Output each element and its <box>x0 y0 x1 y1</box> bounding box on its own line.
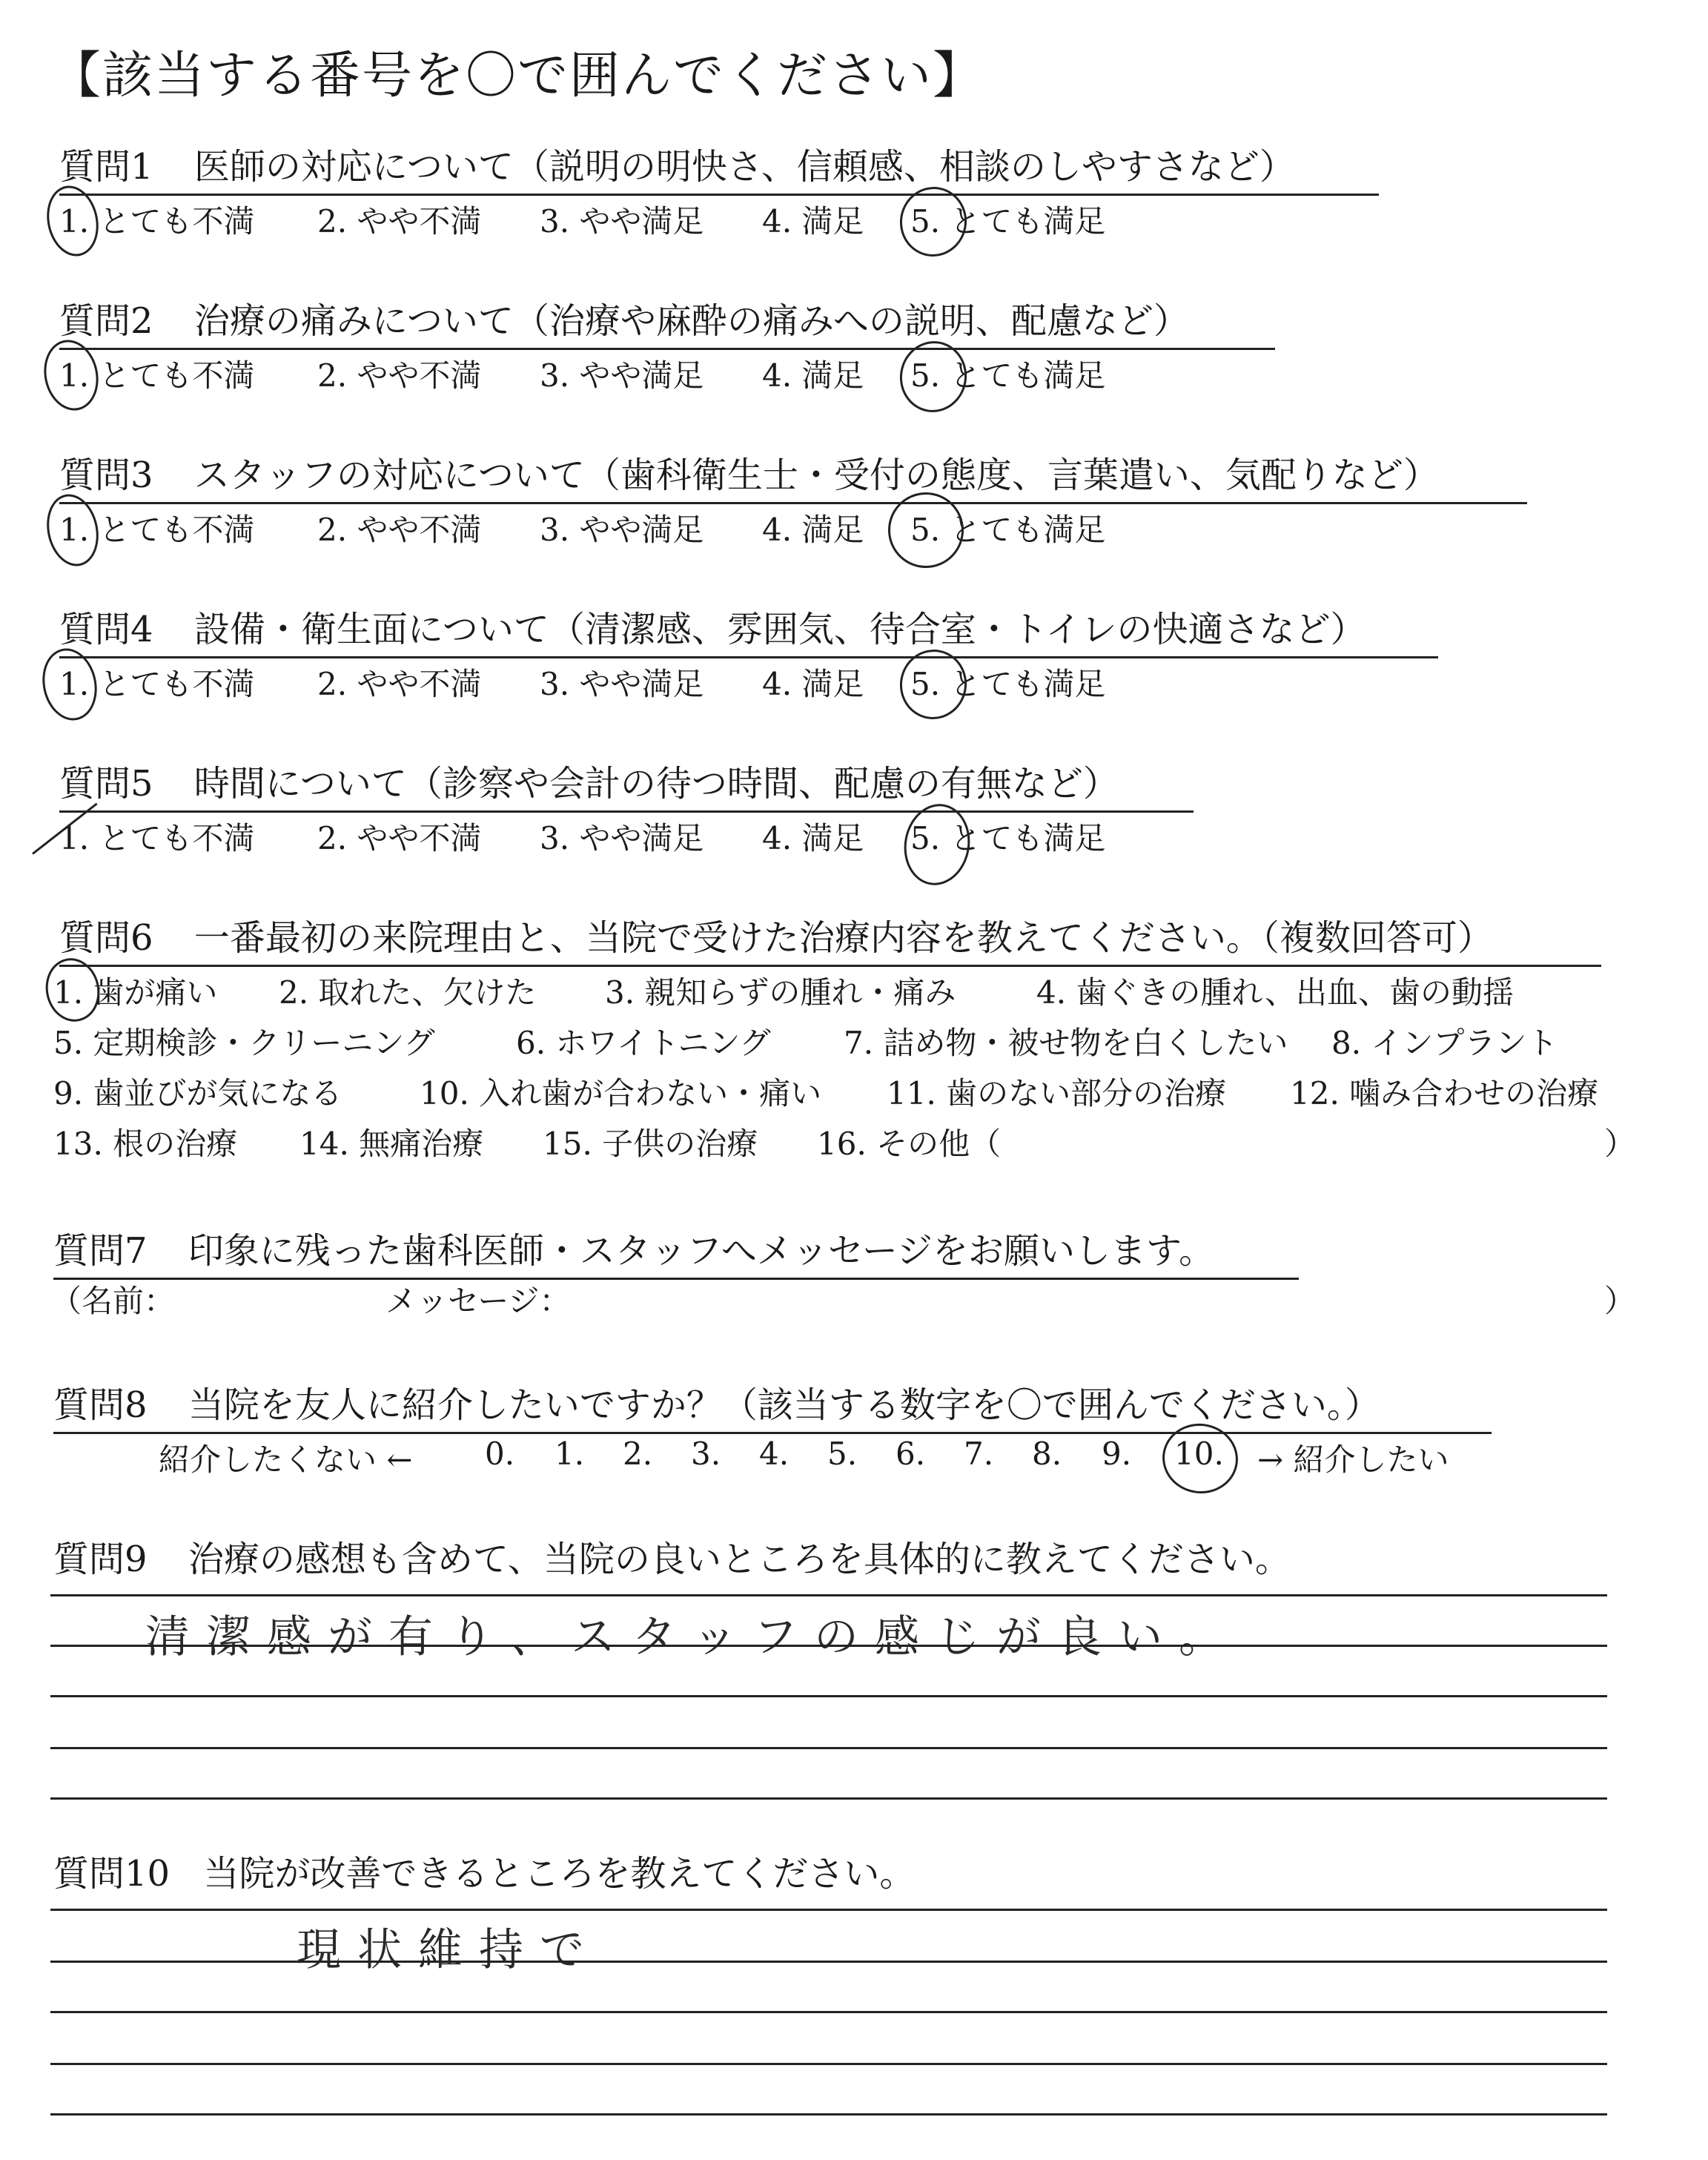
write-line <box>50 1797 1607 1800</box>
score-3[interactable]: 3. <box>691 1436 721 1472</box>
option-q6-11[interactable]: 11. 歯のない部分の治療 <box>887 1075 1227 1112</box>
name-label: （名前： <box>50 1283 176 1319</box>
option-q6-14[interactable]: 14. 無痛治療 <box>299 1126 484 1162</box>
write-line <box>50 1695 1607 1697</box>
question-text: 治療の痛みについて（治療や麻酔の痛みへの説明、配慮など） <box>193 300 1189 342</box>
option-5[interactable]: 5. とても満足 <box>910 512 1106 548</box>
scale-right-label: → 紹介したい <box>1257 1441 1449 1478</box>
option-q6-9[interactable]: 9. 歯並びが気になる <box>53 1075 342 1112</box>
score-0[interactable]: 0. <box>485 1436 515 1472</box>
option-q6-10[interactable]: 10. 入れ歯が合わない・痛い <box>420 1075 822 1112</box>
option-q6-7[interactable]: 7. 詰め物・被せ物を白くしたい <box>844 1025 1288 1061</box>
option-3[interactable]: 3. やや満足 <box>540 820 704 856</box>
option-q6-15[interactable]: 15. 子供の治療 <box>543 1126 758 1162</box>
question-text: 医師の対応について（説明の明快さ、信頼感、相談のしやすさなど） <box>193 146 1295 188</box>
question-label: 質問8 <box>53 1384 148 1426</box>
option-q6-16[interactable]: 16. その他（ <box>817 1126 1002 1162</box>
write-line <box>50 2063 1607 2065</box>
score-7[interactable]: 7. <box>964 1436 994 1472</box>
question-label: 質問5 <box>59 763 153 805</box>
option-2[interactable]: 2. やや不満 <box>317 512 482 548</box>
scale-left-label: 紹介したくない ← <box>159 1441 413 1478</box>
close-paren: ） <box>1604 1283 1636 1319</box>
option-3[interactable]: 3. やや満足 <box>540 203 704 240</box>
handwritten-answer[interactable]: 清潔感が有り、スタッフの感じが良い。 <box>145 1611 1239 1663</box>
score-4[interactable]: 4. <box>759 1436 790 1472</box>
option-3[interactable]: 3. やや満足 <box>540 666 704 702</box>
option-q6-4[interactable]: 4. 歯ぐきの腫れ、出血、歯の動揺 <box>1036 974 1514 1011</box>
question-text: 一番最初の来院理由と、当院で受けた治療内容を教えてください。（複数回答可） <box>193 917 1493 959</box>
write-line <box>50 1909 1607 1911</box>
question-label: 質問10 <box>53 1853 171 1895</box>
option-5[interactable]: 5. とても満足 <box>910 820 1106 856</box>
write-line <box>50 1747 1607 1749</box>
option-q6-2[interactable]: 2. 取れた、欠けた <box>279 974 537 1011</box>
question-text: 治療の感想も含めて、当院の良いところを具体的に教えてください。 <box>188 1539 1291 1580</box>
option-2[interactable]: 2. やや不満 <box>317 203 482 240</box>
option-5[interactable]: 5. とても満足 <box>910 666 1106 702</box>
option-q6-13[interactable]: 13. 根の治療 <box>53 1126 238 1162</box>
question-label: 質問9 <box>53 1539 148 1580</box>
write-line <box>50 1961 1607 1963</box>
option-1[interactable]: 1. とても不満 <box>59 512 255 548</box>
option-3[interactable]: 3. やや満足 <box>540 357 704 394</box>
option-q6-8[interactable]: 8. インプラント <box>1331 1025 1558 1061</box>
write-line <box>50 1594 1607 1596</box>
option-4[interactable]: 4. 満足 <box>762 203 864 240</box>
option-3[interactable]: 3. やや満足 <box>540 512 704 548</box>
question-text: 印象に残った歯科医師・スタッフへメッセージをお願いします。 <box>188 1230 1215 1272</box>
question-text: 当院を友人に紹介したいですか？（該当する数字を〇で囲んでください。） <box>188 1384 1380 1426</box>
option-5[interactable]: 5. とても満足 <box>910 203 1106 240</box>
option-q6-5[interactable]: 5. 定期検診・クリーニング <box>53 1025 435 1061</box>
option-2[interactable]: 2. やや不満 <box>317 820 482 856</box>
score-2[interactable]: 2. <box>623 1436 653 1472</box>
score-10[interactable]: 10. <box>1174 1436 1224 1472</box>
question-label: 質問2 <box>59 300 153 342</box>
option-1[interactable]: 1. とても不満 <box>59 203 255 240</box>
option-q6-6[interactable]: 6. ホワイトニング <box>516 1025 771 1061</box>
close-paren: ） <box>1604 1126 1636 1162</box>
option-4[interactable]: 4. 満足 <box>762 666 864 702</box>
question-text: 設備・衛生面について（清潔感、雰囲気、待合室・トイレの快適さなど） <box>193 609 1366 650</box>
question-text: 時間について（診察や会計の待つ時間、配慮の有無など） <box>193 763 1119 805</box>
score-6[interactable]: 6. <box>896 1436 926 1472</box>
question-text: 当院が改善できるところを教えてください。 <box>203 1853 916 1895</box>
write-line <box>50 2011 1607 2013</box>
option-q6-12[interactable]: 12. 噛み合わせの治療 <box>1290 1075 1599 1112</box>
score-5[interactable]: 5. <box>827 1436 858 1472</box>
score-9[interactable]: 9. <box>1102 1436 1132 1472</box>
option-4[interactable]: 4. 満足 <box>762 512 864 548</box>
message-label: メッセージ： <box>385 1283 571 1319</box>
option-4[interactable]: 4. 満足 <box>762 820 864 856</box>
question-label: 質問7 <box>53 1230 148 1272</box>
handwritten-answer[interactable]: 現状維持で <box>297 1924 600 1976</box>
option-2[interactable]: 2. やや不満 <box>317 666 482 702</box>
write-line <box>50 1645 1607 1647</box>
option-1[interactable]: 1. とても不満 <box>59 666 255 702</box>
option-1[interactable]: 1. とても不満 <box>59 820 255 856</box>
page-title: 【該当する番号を〇で囲んでください】 <box>50 47 985 105</box>
question-label: 質問6 <box>59 917 153 959</box>
score-1[interactable]: 1. <box>555 1436 585 1472</box>
question-label: 質問4 <box>59 609 153 650</box>
option-1[interactable]: 1. とても不満 <box>59 357 255 394</box>
question-label: 質問1 <box>59 146 153 188</box>
option-q6-3[interactable]: 3. 親知らずの腫れ・痛み <box>605 974 956 1011</box>
option-4[interactable]: 4. 満足 <box>762 357 864 394</box>
option-q6-1[interactable]: 1. 歯が痛い <box>53 974 218 1011</box>
option-5[interactable]: 5. とても満足 <box>910 357 1106 394</box>
question-text: スタッフの対応について（歯科衛生士・受付の態度、言葉遣い、気配りなど） <box>193 455 1439 496</box>
score-8[interactable]: 8. <box>1032 1436 1062 1472</box>
option-2[interactable]: 2. やや不満 <box>317 357 482 394</box>
question-label: 質問3 <box>59 455 153 496</box>
write-line <box>50 2113 1607 2116</box>
